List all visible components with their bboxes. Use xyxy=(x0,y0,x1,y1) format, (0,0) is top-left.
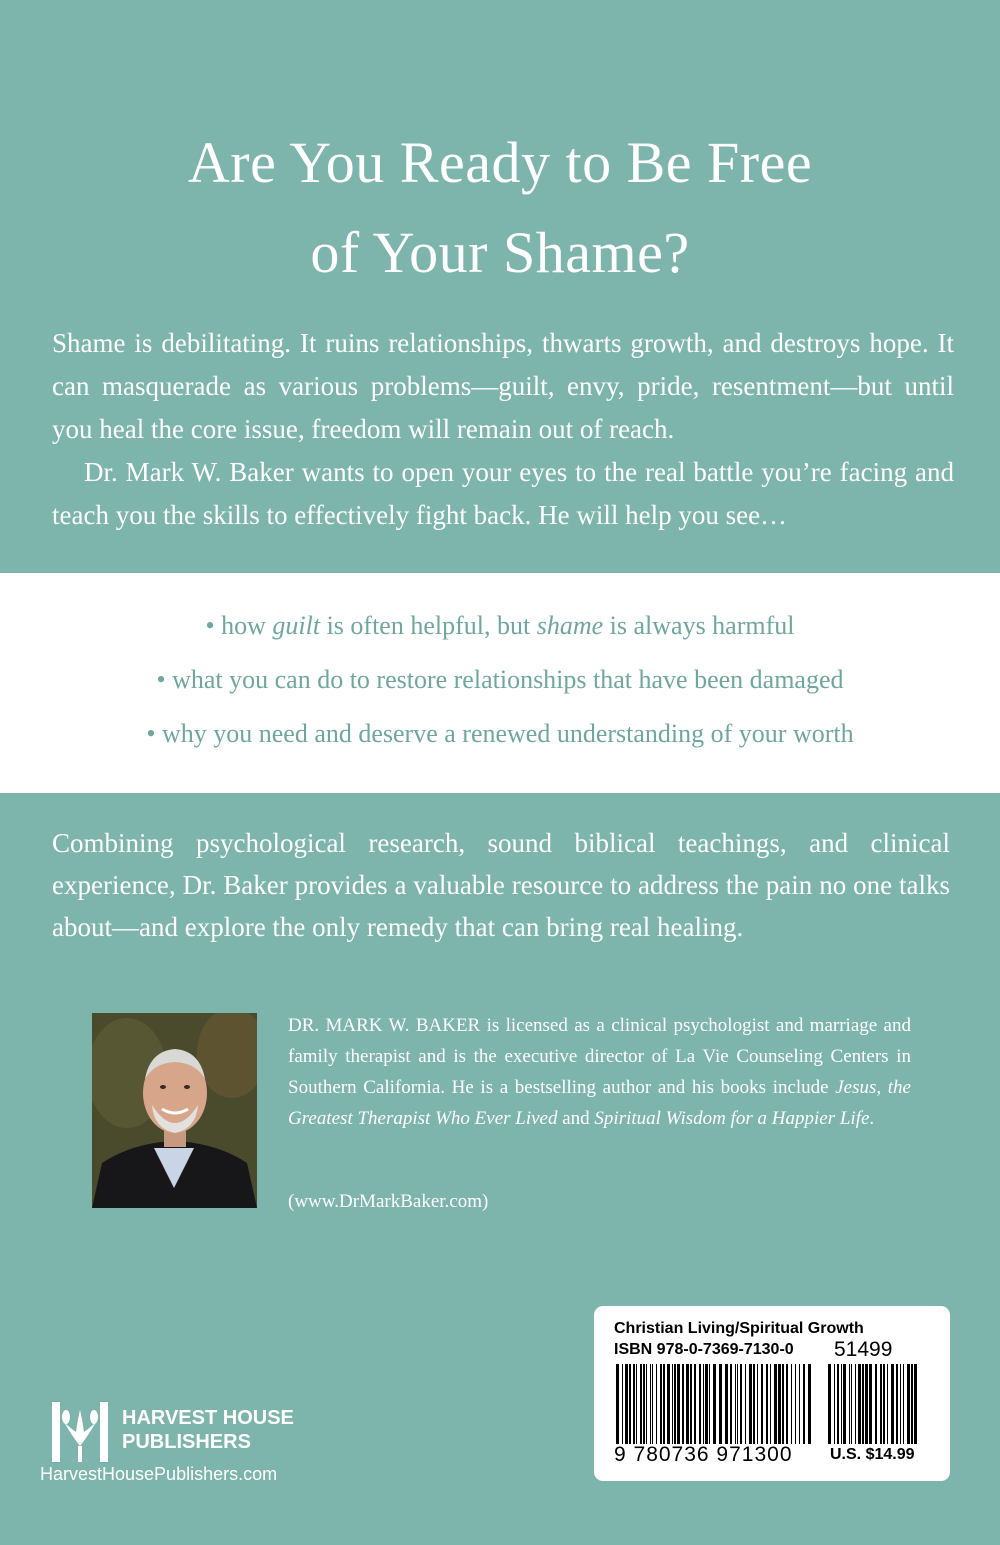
bullet-item-3: • why you need and deserve a renewed understanding of your worth xyxy=(146,719,854,748)
bullet-1-middle: is often helpful, but xyxy=(320,611,537,640)
barcode-bar xyxy=(640,1364,642,1444)
barcode-bar xyxy=(770,1364,771,1444)
barcode-bar xyxy=(730,1364,732,1444)
barcode-bar xyxy=(705,1364,708,1444)
barcode-bar xyxy=(686,1364,689,1444)
barcode-bar xyxy=(737,1364,738,1444)
barcode-bar xyxy=(633,1364,635,1444)
barcode-bar xyxy=(782,1364,784,1444)
barcode-bar xyxy=(914,1364,917,1444)
barcode-bar xyxy=(851,1364,852,1444)
bio-period: . xyxy=(869,1108,875,1129)
bio-and: and xyxy=(557,1108,595,1129)
barcode-price: U.S. $14.99 xyxy=(830,1446,915,1463)
barcode-bar xyxy=(740,1364,742,1444)
barcode-number: 9 780736 971300 xyxy=(614,1443,793,1466)
barcode-bar xyxy=(672,1364,673,1444)
barcode-bar xyxy=(745,1364,746,1444)
publisher-name xyxy=(122,1406,294,1454)
barcode-bar xyxy=(656,1364,657,1444)
barcode-isbn: ISBN 978-0-7369-7130-0 xyxy=(614,1341,794,1358)
barcode-bar xyxy=(616,1364,619,1444)
barcode-bar xyxy=(735,1364,736,1444)
barcode-bar xyxy=(911,1364,913,1444)
barcode-bar xyxy=(650,1364,651,1444)
barcode-bar xyxy=(663,1364,665,1444)
bullet-band xyxy=(0,573,1000,793)
intro-paragraph-2: Dr. Mark W. Baker wants to open your eyes to the real battle you’re facing and teach you the skills to effectively fight back. He will help you see… xyxy=(52,457,954,530)
barcode-bar xyxy=(713,1364,716,1444)
barcode-bar xyxy=(774,1364,777,1444)
barcode-bar xyxy=(778,1364,781,1444)
headline xyxy=(0,118,1000,298)
barcode-bar xyxy=(725,1364,728,1444)
barcode-bar xyxy=(761,1364,763,1444)
barcode-bar xyxy=(849,1364,850,1444)
barcode-category: Christian Living/Spiritual Growth xyxy=(614,1320,864,1337)
barcode-bar xyxy=(703,1364,704,1444)
barcode-bars-addon xyxy=(828,1364,920,1444)
barcode-bar xyxy=(674,1364,676,1444)
barcode-bar xyxy=(900,1364,901,1444)
bullet-1-guilt: guilt xyxy=(272,611,321,640)
barcode-bar xyxy=(896,1364,898,1444)
bullet-item-1 xyxy=(0,604,1000,658)
bio-text: DR. MARK W. BAKER is licensed as a clinical psychologist and marriage and family therapist and is the executive director of La Vie Counseling Centers in Southern California. He is a bestselling author and his books include xyxy=(288,1015,911,1098)
barcode-bar xyxy=(791,1364,792,1444)
barcode-bar xyxy=(891,1364,894,1444)
author-portrait-icon xyxy=(92,1013,257,1208)
publisher-website: HarvestHousePublishers.com xyxy=(40,1464,278,1484)
barcode-bar xyxy=(652,1364,653,1444)
barcode-label xyxy=(594,1306,950,1481)
barcode-bar xyxy=(757,1364,758,1444)
bullet-1-prefix: • how xyxy=(205,611,273,640)
bullet-1-suffix: is always harmful xyxy=(603,611,795,640)
barcode-bar xyxy=(694,1364,696,1444)
barcode-bar xyxy=(834,1364,835,1444)
barcode-bar xyxy=(855,1364,856,1444)
barcode-bar xyxy=(799,1364,800,1444)
barcode-bar xyxy=(880,1364,882,1444)
bullet-1-shame: shame xyxy=(536,611,604,640)
barcode-bar xyxy=(869,1364,872,1444)
barcode-bar xyxy=(803,1364,805,1444)
publisher-name-line-2: PUBLISHERS xyxy=(122,1431,251,1453)
barcode-price-code: 51499 xyxy=(834,1338,893,1361)
barcode-bar xyxy=(625,1364,628,1444)
barcode-bar xyxy=(862,1364,864,1444)
barcode-bar xyxy=(786,1364,788,1444)
barcode-bar xyxy=(883,1364,885,1444)
summary-paragraph: Combining psychological research, sound biblical teachings, and clinical experience, Dr. Baker provides a valuable resource to address the pain no one talks about—and explore the only remedy that can bring real healing. xyxy=(52,828,950,942)
barcode-bar xyxy=(808,1364,811,1444)
author-bio xyxy=(288,1010,911,1134)
barcode-bar xyxy=(622,1364,623,1444)
publisher-logo-icon xyxy=(52,1402,108,1462)
barcode-bar xyxy=(843,1364,846,1444)
publisher-name-line-1: HARVEST HOUSE xyxy=(122,1407,294,1429)
barcode-bar xyxy=(646,1364,647,1444)
barcode-bar xyxy=(677,1364,680,1444)
headline-line-2: of Your Shame? xyxy=(310,220,690,285)
intro-text xyxy=(52,322,954,537)
barcode-bar xyxy=(629,1364,631,1444)
barcode-bar xyxy=(749,1364,752,1444)
barcode-bar xyxy=(875,1364,877,1444)
author-website: (www.DrMarkBaker.com) xyxy=(288,1191,489,1212)
barcode-bar xyxy=(795,1364,796,1444)
barcode-bar xyxy=(709,1364,710,1444)
barcode-bar xyxy=(841,1364,842,1444)
barcode-bar xyxy=(907,1364,910,1444)
intro-paragraph-1: Shame is debilitating. It ruins relationships, thwarts growth, and destroys hope. It can masquerade as various problems—guilt, envy, pride, resentment—but until you heal the core issue, freedom will remain out of reach. xyxy=(52,328,954,444)
barcode-bar xyxy=(719,1364,722,1444)
barcode-bar xyxy=(753,1364,755,1444)
barcode-bar xyxy=(903,1364,904,1444)
barcode-bar xyxy=(690,1364,692,1444)
barcode-bar xyxy=(699,1364,701,1444)
bio-book-1: Jesus, the Greatest Therapist Who Ever Lived xyxy=(288,1077,911,1129)
bullet-list xyxy=(0,604,1000,766)
author-photo xyxy=(92,1013,257,1208)
bullet-item-2: • what you can do to restore relationships that have been damaged xyxy=(156,665,844,694)
barcode-bar xyxy=(828,1364,831,1444)
barcode-bar xyxy=(858,1364,861,1444)
barcode-bar xyxy=(667,1364,670,1444)
barcode-bar xyxy=(636,1364,637,1444)
barcode-bar xyxy=(660,1364,662,1444)
barcode-bar xyxy=(837,1364,839,1444)
barcode-bars-main xyxy=(616,1364,814,1444)
barcode-bar xyxy=(643,1364,645,1444)
barcode-bar xyxy=(682,1364,684,1444)
bio-book-2: Spiritual Wisdom for a Happier Life xyxy=(594,1108,870,1129)
barcode-bar xyxy=(887,1364,888,1444)
barcode-bar xyxy=(865,1364,868,1444)
headline-line-1: Are You Ready to Be Free xyxy=(187,130,813,195)
barcode-bar xyxy=(766,1364,768,1444)
